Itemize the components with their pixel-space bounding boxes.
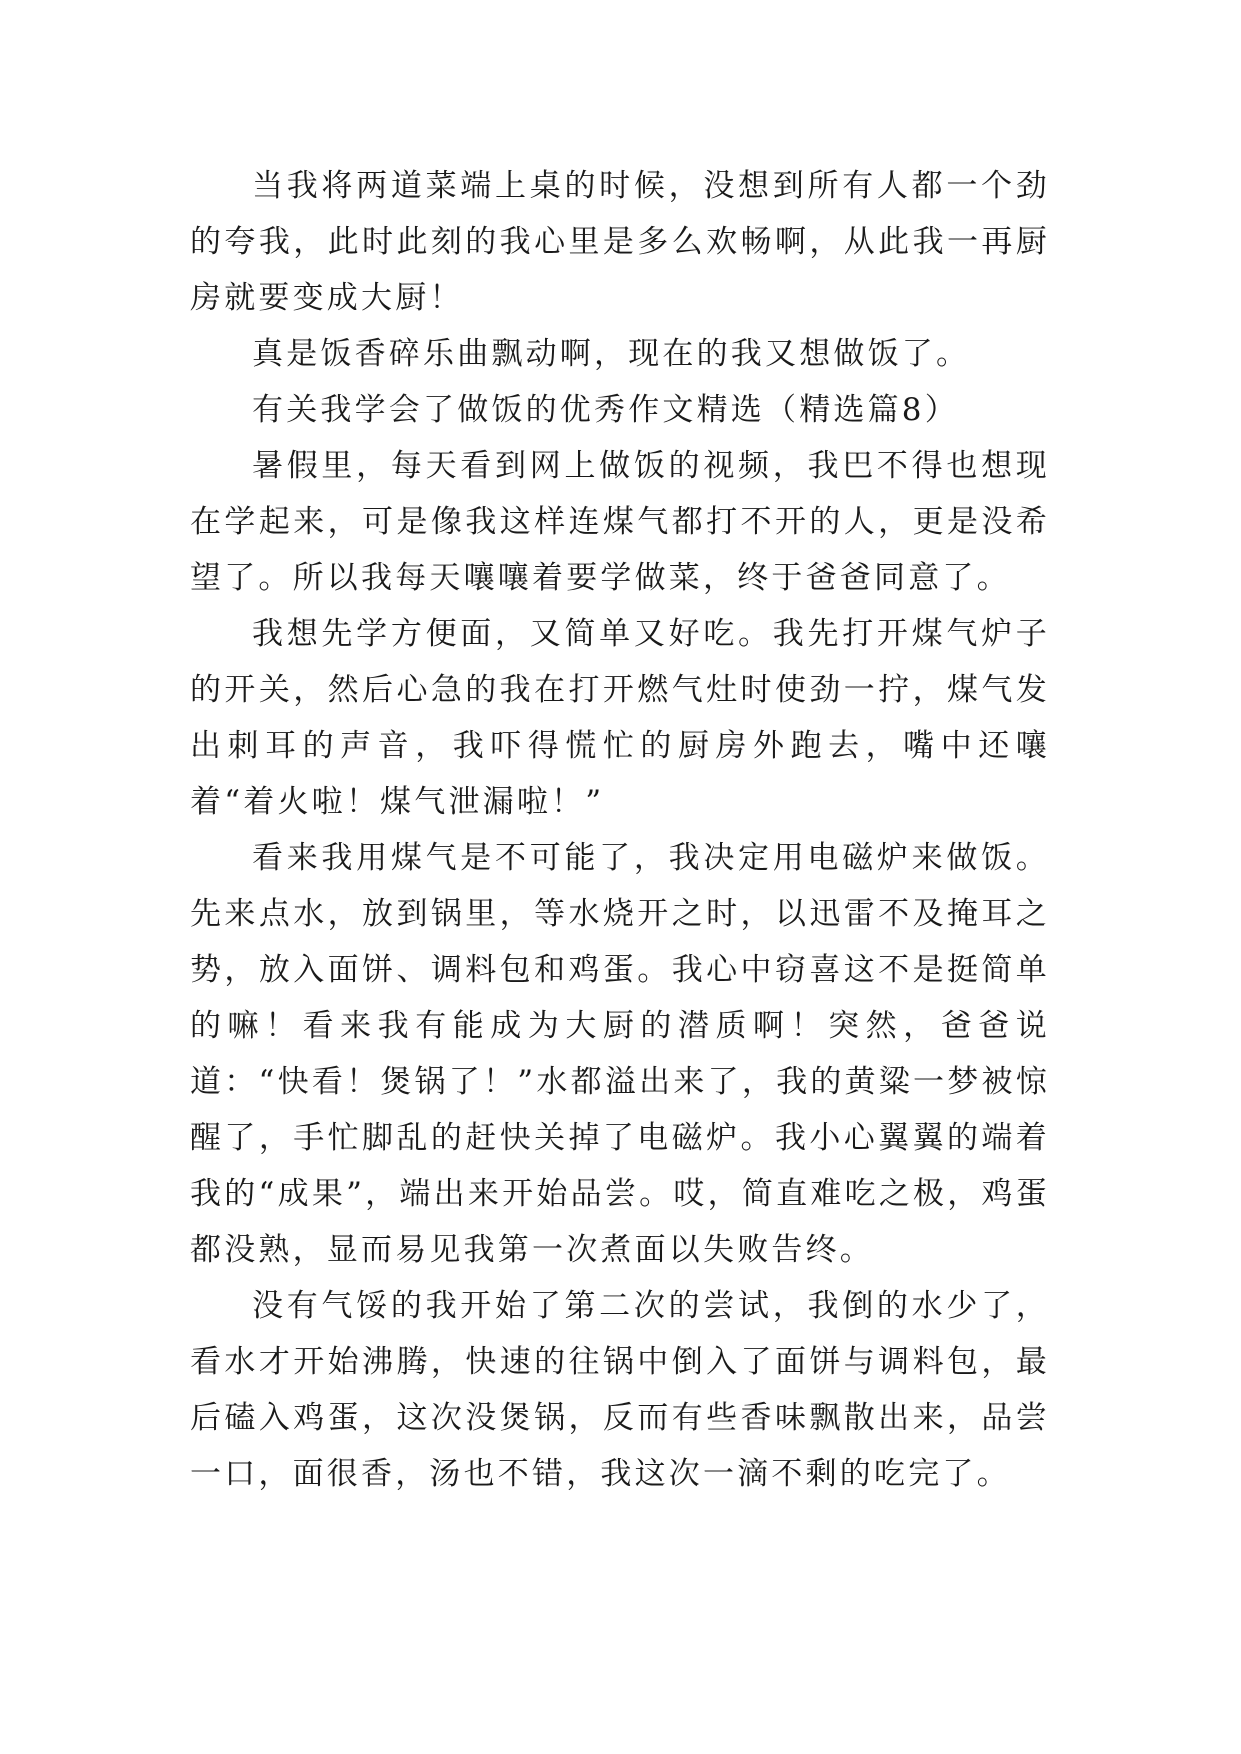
paragraph-5: 看来我用煤气是不可能了，我决定用电磁炉来做饭。先来点水，放到锅里，等水烧开之时，以迅雷不及掩耳之势，放入面饼、调料包和鸡蛋。我心中窃喜这不是挺简单的嘛！看来我有能成为大厨的潜质啊！突然，爸爸说道：“快看！煲锅了！”水都溢出来了，我的黄粱一梦被惊醒了，手忙脚乱的赶快关掉了电磁炉。我小心翼翼的端着我的“成果”，端出来开始品尝。哎，简直难吃之极，鸡蛋都没熟，显而易见我第一次煮面以失败告终。 xyxy=(190,840,1050,1268)
essay-body xyxy=(190,158,1050,1502)
paragraph-4: 我想先学方便面，又简单又好吃。我先打开煤气炉子的开关，然后心急的我在打开燃气灶时使劲一拧，煤气发出刺耳的声音，我吓得慌忙的厨房外跑去，嘴中还嚷着“着火啦！煤气泄漏啦！” xyxy=(190,616,1050,820)
paragraph-6: 没有气馁的我开始了第二次的尝试，我倒的水少了，看水才开始沸腾，快速的往锅中倒入了面饼与调料包，最后磕入鸡蛋，这次没煲锅，反而有些香味飘散出来，品尝一口，面很香，汤也不错，我这次一滴不剩的吃完了。 xyxy=(190,1288,1050,1492)
paragraph-3: 暑假里，每天看到网上做饭的视频，我巴不得也想现在学起来，可是像我这样连煤气都打不开的人，更是没希望了。所以我每天嚷嚷着要学做菜，终于爸爸同意了。 xyxy=(190,448,1050,596)
paragraph-2: 真是饭香碎乐曲飘动啊，现在的我又想做饭了。 xyxy=(252,336,971,372)
paragraph-1: 当我将两道菜端上桌的时候，没想到所有人都一个劲的夸我，此时此刻的我心里是多么欢畅啊，从此我一再厨房就要变成大厨！ xyxy=(190,168,1050,316)
section-heading: 有关我学会了做饭的优秀作文精选（精选篇8） xyxy=(252,392,959,428)
